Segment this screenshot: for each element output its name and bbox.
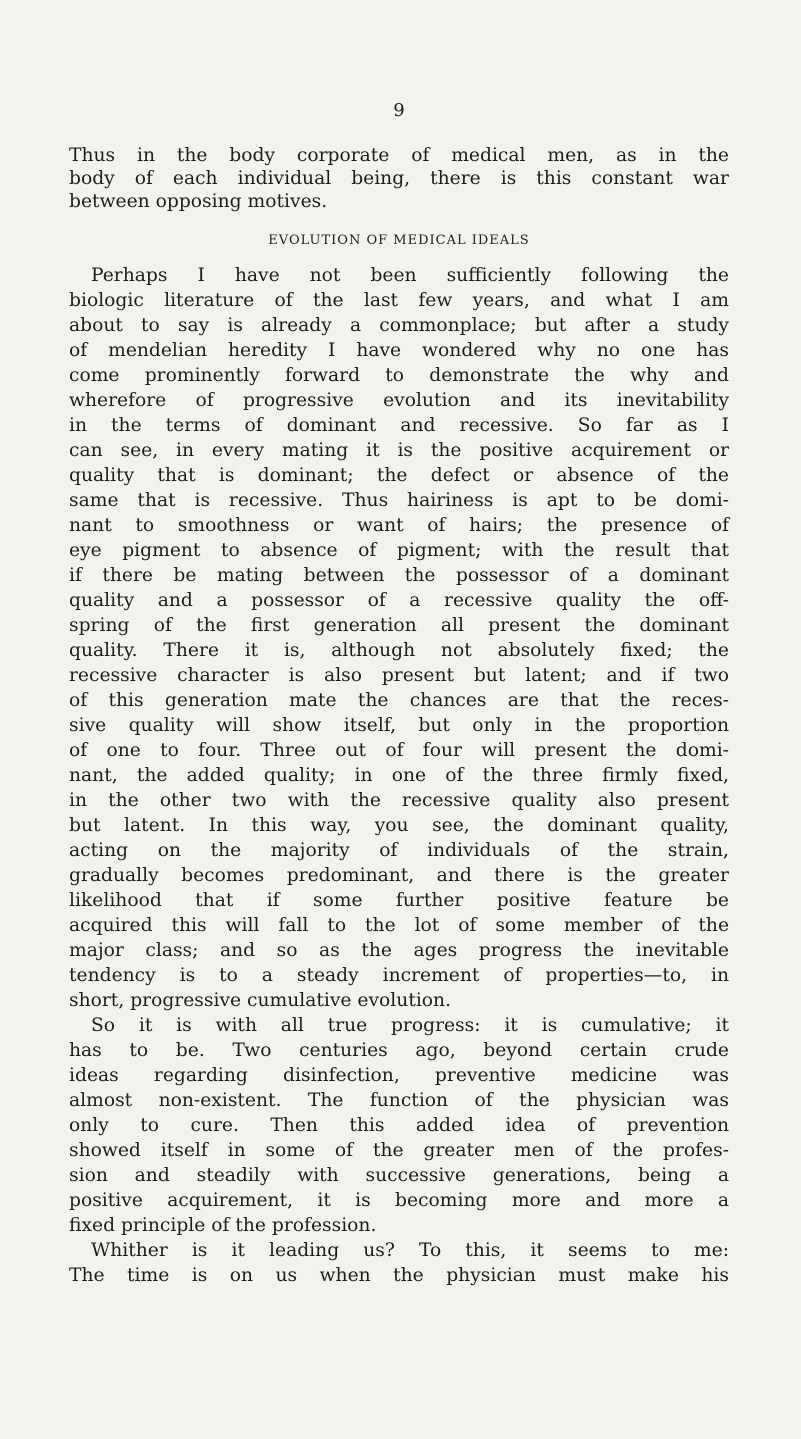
text-line: ideas regarding disinfection, preventive medicine was	[69, 1065, 729, 1086]
text-line: eye pigment to absence of pigment; with the result that	[69, 540, 729, 561]
text-line: about to say is already a commonplace; but after a study	[69, 315, 729, 336]
text-line: can see, in every mating it is the positive acquirement or	[69, 440, 729, 461]
text-line: recessive character is also present but latent; and if two	[69, 665, 729, 686]
text-line: of mendelian heredity I have wondered why no one has	[69, 340, 729, 361]
text-line: short, progressive cumulative evolution.	[69, 990, 452, 1011]
text-line: but latent. In this way, you see, the dominant quality,	[69, 815, 729, 836]
text-line: in the terms of dominant and recessive. So far as I	[69, 415, 729, 436]
text-line: between opposing motives.	[69, 191, 328, 212]
text-line: body of each individual being, there is this constant war	[69, 168, 729, 189]
text-line: of one to four. Three out of four will present the domi-	[69, 740, 729, 761]
page-number: 9	[393, 100, 405, 121]
text-line: Perhaps I have not been sufficiently following the	[91, 265, 729, 286]
text-line: nant, the added quality; in one of the three firmly fixed,	[69, 765, 729, 786]
text-line: same that is recessive. Thus hairiness is apt to be domi-	[69, 490, 729, 511]
section-heading: EVOLUTION OF MEDICAL IDEALS	[268, 233, 530, 248]
text-line: quality and a possessor of a recessive quality the off-	[69, 590, 729, 611]
text-line: if there be mating between the possessor of a dominant	[69, 565, 729, 586]
text-line: sion and steadily with successive generations, being a	[69, 1165, 729, 1186]
text-line: almost non-existent. The function of the physician was	[69, 1090, 729, 1111]
text-line: only to cure. Then this added idea of prevention	[69, 1115, 729, 1136]
text-line: tendency is to a steady increment of properties—to, in	[69, 965, 729, 986]
text-line: likelihood that if some further positive feature be	[69, 890, 729, 911]
text-line: showed itself in some of the greater men of the profes-	[69, 1140, 729, 1161]
text-line: So it is with all true progress: it is cumulative; it	[91, 1015, 729, 1036]
text-line: has to be. Two centuries ago, beyond certain crude	[69, 1040, 729, 1061]
text-line: quality. There it is, although not absolutely fixed; the	[69, 640, 729, 661]
text-line: biologic literature of the last few years, and what I am	[69, 290, 729, 311]
text-line: come prominently forward to demonstrate the why and	[69, 365, 729, 386]
text-line: major class; and so as the ages progress the inevitable	[69, 940, 729, 961]
text-line: quality that is dominant; the defect or absence of the	[69, 465, 729, 486]
text-line: Thus in the body corporate of medical men, as in the	[69, 145, 729, 166]
text-line: in the other two with the recessive quality also present	[69, 790, 729, 811]
text-line: positive acquirement, it is becoming more and more a	[69, 1190, 729, 1211]
text-line: sive quality will show itself, but only in the proportion	[69, 715, 729, 736]
text-line: acting on the majority of individuals of the strain,	[69, 840, 729, 861]
text-line: Whither is it leading us? To this, it seems to me:	[91, 1240, 729, 1261]
text-line: spring of the first generation all present the dominant	[69, 615, 729, 636]
text-line: The time is on us when the physician must make his	[69, 1265, 729, 1286]
text-line: nant to smoothness or want of hairs; the presence of	[69, 515, 729, 536]
text-line: acquired this will fall to the lot of some member of the	[69, 915, 729, 936]
text-line: gradually becomes predominant, and there is the greater	[69, 865, 729, 886]
text-line: fixed principle of the profession.	[69, 1215, 377, 1236]
text-line: of this generation mate the chances are that the reces-	[69, 690, 729, 711]
book-page	[69, 0, 729, 1439]
text-line: wherefore of progressive evolution and its inevitability	[69, 390, 729, 411]
